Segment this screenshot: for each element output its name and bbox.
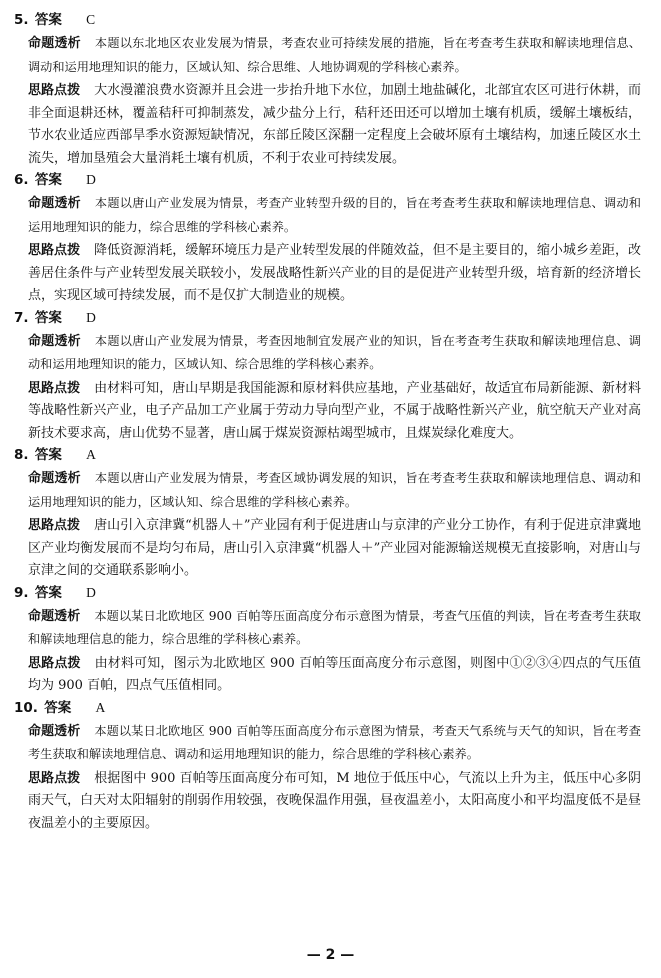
- hint-paragraph: [14, 80, 641, 170]
- section-label: 命题透析: [28, 333, 81, 349]
- answer-label: 答案: [34, 12, 62, 28]
- section-text: 本题以某日北欧地区 900 百帕等压面高度分布示意图为情景，考查气压值的判读，旨在考查考生获取和解读地理信息的能力，综合思维的学科核心素养。: [28, 608, 641, 646]
- answer-value: A: [86, 447, 96, 462]
- answer-line: [14, 170, 641, 190]
- hint-paragraph: [14, 378, 641, 446]
- section-text: 唐山引入京津冀“机器人＋”产业园有利于促进唐山与京津的产业分工协作，有利于促进京津冀地区产业均衡发展而不是均匀布局，唐山引入京津冀“机器人＋”产业园对能源输送规模无直接影响，对唐山与京津之间的交通联系影响小。: [28, 518, 641, 578]
- answer-line: [14, 10, 641, 30]
- question-number: 5.: [14, 12, 29, 28]
- page-number: — 2 —: [306, 947, 355, 963]
- analysis-paragraph: [14, 32, 641, 78]
- section-text: 本题以唐山产业发展为情景，考查区域协调发展的知识，旨在考查考生获取和解读地理信息、调动和运用地理知识的能力，区域认知、综合思维的学科核心素养。: [28, 471, 641, 509]
- question-5: [14, 10, 641, 170]
- hint-paragraph: [14, 515, 641, 583]
- question-8: [14, 445, 641, 583]
- answer-label: 答案: [34, 309, 62, 326]
- section-text: 根据图中 900 百帕等压面高度分布可知，M 地位于低压中心，气流以上升为主，低压中心多阴雨天气，白天对太阳辐射的削弱作用较强，夜晚保温作用强，昼夜温差小，太阳高度小和平均温度低不是昼夜温差小的主要原因。: [28, 770, 641, 831]
- section-text: 降低资源消耗，缓解环境压力是产业转型发展的伴随效益，但不是主要目的，缩小城乡差距，改善居住条件与产业转型发展关联较小，发展战略性新兴产业的目的是促进产业转型升级，培育新的经济增长点，实现区域可持续发展，而不是仅扩大制造业的规模。: [28, 243, 641, 303]
- section-label: 思路点拨: [28, 770, 81, 786]
- section-text: 大水漫灌浪费水资源并且会进一步抬升地下水位，加剧土地盐碱化，北部宜农区可进行休耕，而非全面退耕还林，覆盖秸秆可抑制蒸发，减少盐分上行，秸秆还田还可以增加土壤有机质，缓解土壤板结，节水农业适应西部旱季水资源短缺情况，东部丘陵区深翻一定程度上会破坏原有土壤结构，加速丘陵区水土流失，增加垦殖会大量消耗土壤有机质，不利于农业可持续发展。: [28, 83, 641, 166]
- section-text: 由材料可知，唐山早期是我国能源和原材料供应基地，产业基础好，故适宜布局新能源、新材料等战略性新兴产业，电子产品加工产业属于劳动力导向型产业，不属于战略性新兴产业，航空航天产业对高新技术要求高，唐山优势不显著，唐山属于煤炭资源枯竭型城市，且煤炭绿化难度大。: [28, 380, 641, 441]
- section-label: 命题透析: [28, 196, 81, 211]
- section-text: 本题以东北地区农业发展为情景，考查农业可持续发展的措施，旨在考查考生获取和解读地理信息、调动和运用地理知识的能力，区域认知、综合思维、人地协调观的学科核心素养。: [28, 36, 641, 74]
- answer-value: D: [86, 309, 96, 325]
- section-label: 命题透析: [28, 608, 81, 624]
- question-number: 7.: [14, 309, 29, 326]
- analysis-paragraph: [14, 192, 641, 238]
- section-label: 思路点拨: [28, 655, 81, 671]
- analysis-paragraph: [14, 330, 641, 376]
- section-label: 思路点拨: [28, 518, 81, 533]
- answer-value: C: [86, 12, 96, 27]
- analysis-paragraph: [14, 720, 641, 766]
- answer-label: 答案: [34, 172, 62, 188]
- question-number: 9.: [14, 584, 29, 601]
- hint-paragraph: [14, 768, 641, 836]
- section-label: 思路点拨: [28, 380, 81, 396]
- question-7: [14, 308, 641, 446]
- analysis-paragraph: [14, 605, 641, 651]
- answer-line: [14, 445, 641, 465]
- section-label: 命题透析: [28, 36, 81, 51]
- answer-label: 答案: [34, 584, 62, 601]
- answer-label: 答案: [34, 447, 62, 463]
- answer-label: 答案: [44, 699, 72, 716]
- question-number: 8.: [14, 447, 29, 463]
- section-text: 本题以某日北欧地区 900 百帕等压面高度分布示意图为情景，考查天气系统与天气的知识，旨在考查考生获取和解读地理信息、调动和运用地理知识的能力，综合思维的学科核心素养。: [28, 723, 641, 761]
- section-label: 思路点拨: [28, 243, 81, 258]
- section-text: 本题以唐山产业发展为情景，考查产业转型升级的目的，旨在考查考生获取和解读地理信息、调动和运用地理知识的能力，综合思维的学科核心素养。: [28, 196, 641, 234]
- answer-value: A: [95, 699, 106, 715]
- hint-paragraph: [14, 653, 641, 698]
- question-9: [14, 583, 641, 698]
- answer-value: D: [86, 172, 96, 187]
- question-6: [14, 170, 641, 308]
- question-number: 6.: [14, 172, 29, 188]
- section-text: 由材料可知，图示为北欧地区 900 百帕等压面高度分布示意图，则图中①②③④四点的气压值均为 900 百帕，四点气压值相同。: [28, 655, 641, 693]
- section-label: 命题透析: [28, 723, 81, 739]
- answer-line: [14, 308, 641, 328]
- section-text: 本题以唐山产业发展为情景，考查因地制宜发展产业的知识，旨在考查考生获取和解读地理信息、调动和运用地理知识的能力，区域认知、综合思维的学科核心素养。: [28, 333, 641, 371]
- analysis-paragraph: [14, 467, 641, 513]
- question-number: 10.: [14, 699, 38, 716]
- answer-line: [14, 698, 641, 718]
- section-label: 命题透析: [28, 471, 81, 486]
- answer-line: [14, 583, 641, 603]
- answer-value: D: [86, 584, 96, 600]
- question-10: [14, 698, 641, 836]
- hint-paragraph: [14, 240, 641, 308]
- section-label: 思路点拨: [28, 83, 81, 98]
